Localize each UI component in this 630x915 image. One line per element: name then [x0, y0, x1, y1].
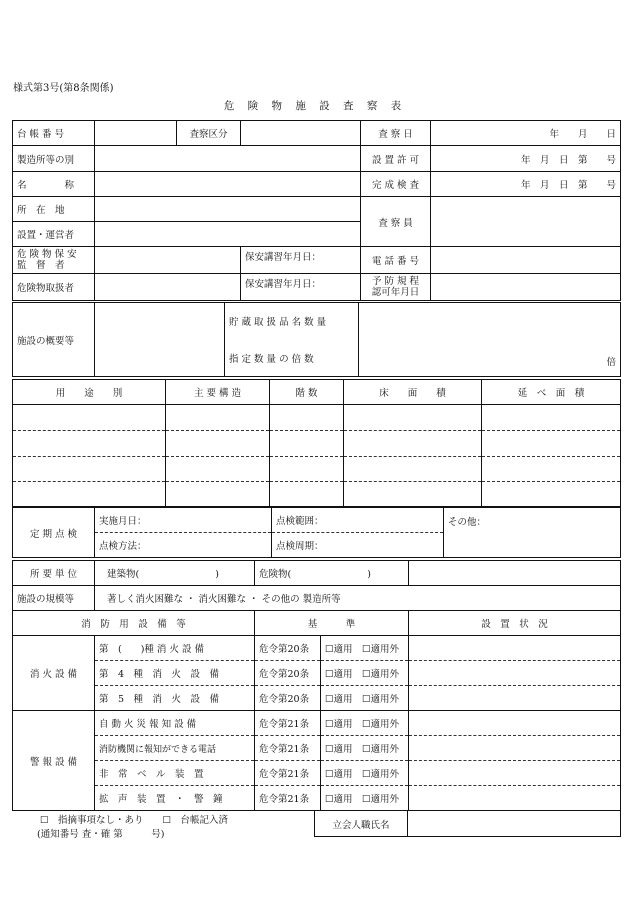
witness-table — [314, 810, 621, 837]
floors-header: 階 数 — [270, 380, 344, 405]
basic-info-table — [12, 120, 621, 301]
multiple-unit: 倍 — [606, 357, 616, 368]
facility-type-label: 製造所等の別 — [13, 146, 95, 172]
overview-table — [12, 302, 621, 377]
equipment-name: 非 常 ベ ル 装 置 — [95, 761, 255, 786]
standard-ref: 危令第21条 — [255, 711, 321, 736]
status-field[interactable] — [409, 686, 621, 711]
inspector-label: 査 察 員 — [361, 197, 431, 247]
scale-label: 施設の規模等 — [13, 586, 95, 611]
standard-header: 基 準 — [255, 611, 409, 636]
name-label: 名 称 — [13, 172, 95, 197]
status-field[interactable] — [409, 661, 621, 686]
address-label: 所 在 地 — [13, 197, 95, 222]
overview-field[interactable] — [95, 303, 225, 377]
ledger-no-label: 台 帳 番 号 — [13, 121, 95, 146]
designated-qty-field[interactable] — [359, 303, 621, 377]
inspection-date-field[interactable]: 年 月 日 — [431, 121, 621, 146]
inspection-method-cell[interactable]: 点検方法： — [95, 533, 272, 558]
applicability-checkbox[interactable]: ☐適用 ☐適用外 — [321, 711, 409, 736]
total-area-header: 延 べ 面 積 — [482, 380, 621, 405]
equipment-header: 消 防 用 設 備 等 — [13, 611, 255, 636]
equipment-name: 自 動 火 災 報 知 設 備 — [95, 711, 255, 736]
standard-ref: 危令第20条 — [255, 661, 321, 686]
inspection-other-cell[interactable]: その他： — [444, 508, 621, 558]
applicability-checkbox[interactable]: ☐適用 ☐適用外 — [321, 686, 409, 711]
equipment-name: 拡 声 装 置 ・ 警 鐘 — [95, 786, 255, 811]
table-row — [13, 431, 621, 457]
applicability-checkbox[interactable]: ☐適用 ☐適用外 — [321, 636, 409, 661]
status-field[interactable] — [409, 711, 621, 736]
standard-ref: 危令第20条 — [255, 686, 321, 711]
form-number: 様式第3号(第8条関係) — [13, 83, 114, 94]
completion-field[interactable]: 年 月 日 第 号 — [431, 172, 621, 197]
table-row — [13, 457, 621, 482]
designated-qty-label: 指 定 数 量 の 倍 数 — [225, 340, 359, 377]
table-row — [13, 405, 621, 431]
operator-field[interactable] — [95, 222, 361, 247]
witness-field[interactable] — [408, 811, 621, 837]
status-field[interactable] — [409, 786, 621, 811]
supervisor-label: 危 険 物 保 安 監 督 者 — [13, 247, 95, 274]
standard-ref: 危令第21条 — [255, 786, 321, 811]
status-field[interactable] — [409, 761, 621, 786]
applicability-checkbox[interactable]: ☐適用 ☐適用外 — [321, 761, 409, 786]
page-title: 危 険 物 施 設 査 察 表 — [223, 100, 407, 112]
notice-number: (通知番号 査・確 第 号) — [37, 829, 165, 840]
handler-training-date[interactable]: 保安講習年月日： — [241, 274, 361, 301]
floor-area-header: 床 面 積 — [344, 380, 482, 405]
prevention-rule-label: 予 防 規 程 認可年月日 — [361, 274, 431, 301]
usage-table — [12, 379, 621, 507]
address-field[interactable] — [95, 197, 361, 222]
fire-extinguishing-label: 消 火 設 備 — [13, 636, 95, 711]
usage-header: 用 途 別 — [13, 380, 166, 405]
structure-header: 主 要 構 造 — [166, 380, 270, 405]
permit-field[interactable]: 年 月 日 第 号 — [431, 146, 621, 172]
building-units-field[interactable]: 建築物( ) — [95, 561, 255, 586]
applicability-checkbox[interactable]: ☐適用 ☐適用外 — [321, 661, 409, 686]
overview-label: 施設の概要等 — [13, 303, 95, 377]
ledger-no-field[interactable] — [95, 121, 177, 146]
inspection-type-label: 査察区分 — [177, 121, 241, 146]
equipment-name: 第 5 種 消 火 設 備 — [95, 686, 255, 711]
supervisor-field[interactable] — [95, 247, 241, 274]
installation-status-header: 設 置 状 況 — [409, 611, 621, 636]
standard-ref: 危令第20条 — [255, 636, 321, 661]
operator-label: 設置・運営者 — [13, 222, 95, 247]
witness-label: 立会人職氏名 — [315, 811, 408, 837]
applicability-checkbox[interactable]: ☐適用 ☐適用外 — [321, 786, 409, 811]
equipment-name: 第 4 種 消 火 設 備 — [95, 661, 255, 686]
inspection-date-label: 査 察 日 — [361, 121, 431, 146]
inspection-type-field[interactable] — [241, 121, 361, 146]
equipment-name: 消防機関に報知ができる電話 — [95, 736, 255, 761]
inspector-field[interactable] — [431, 197, 621, 247]
inspection-cycle-cell[interactable]: 点検周期： — [272, 533, 444, 558]
phone-field[interactable] — [431, 247, 621, 274]
scale-options[interactable]: 著しく消火困難な ・ 消火困難な ・ その他の 製造所等 — [95, 586, 621, 611]
findings-checkbox-line[interactable]: ☐ 指摘事項なし・あり ☐ 台帳記入済 — [40, 815, 229, 826]
handler-label: 危険物取扱者 — [13, 274, 95, 301]
periodic-inspection-label: 定 期 点 検 — [13, 508, 95, 558]
name-field[interactable] — [95, 172, 361, 197]
facility-type-field[interactable] — [95, 146, 361, 172]
standard-ref: 危令第21条 — [255, 736, 321, 761]
completion-label: 完 成 検 査 — [361, 172, 431, 197]
stored-items-label: 貯 蔵 取 扱 品 名 数 量 — [225, 303, 359, 340]
standard-ref: 危令第21条 — [255, 761, 321, 786]
equipment-table — [12, 560, 621, 811]
required-units-label: 所 要 単 位 — [13, 561, 95, 586]
hazmat-units-field[interactable]: 危険物( ) — [255, 561, 409, 586]
applicability-checkbox[interactable]: ☐適用 ☐適用外 — [321, 736, 409, 761]
inspection-range-cell[interactable]: 点検範囲： — [272, 508, 444, 533]
supervisor-training-date[interactable]: 保安講習年月日： — [241, 247, 361, 274]
periodic-inspection-table — [12, 507, 621, 558]
alarm-equipment-label: 警 報 設 備 — [13, 711, 95, 811]
equipment-name: 第 ( )種 消 火 設 備 — [95, 636, 255, 661]
inspection-date-cell[interactable]: 実施月日： — [95, 508, 272, 533]
permit-label: 設 置 許 可 — [361, 146, 431, 172]
table-row — [13, 482, 621, 507]
status-field[interactable] — [409, 736, 621, 761]
phone-label: 電 話 番 号 — [361, 247, 431, 274]
prevention-rule-field[interactable] — [431, 274, 621, 301]
status-field[interactable] — [409, 636, 621, 661]
handler-field[interactable] — [95, 274, 241, 301]
